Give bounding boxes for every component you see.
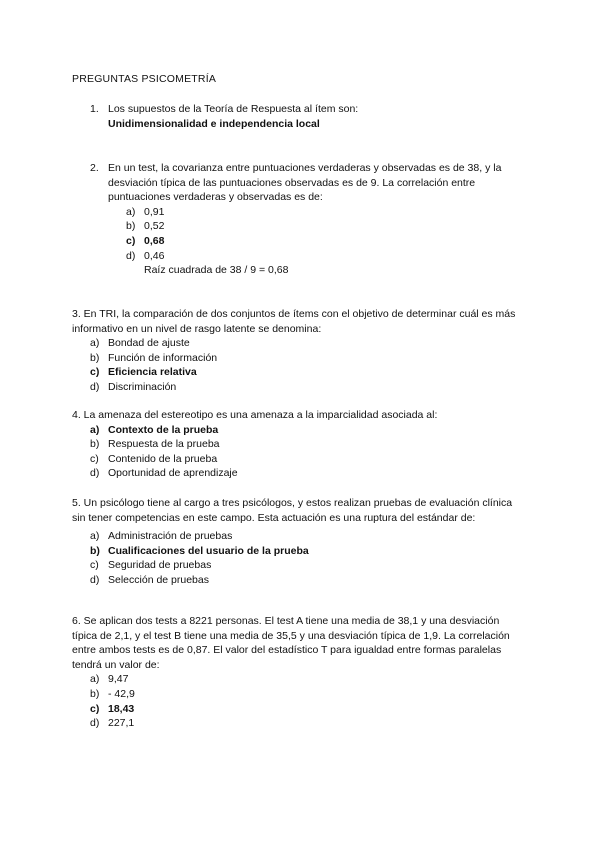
- option-b: b) Función de información: [90, 351, 218, 364]
- options-list: [126, 205, 540, 263]
- option-c: c) Seguridad de pruebas: [90, 559, 212, 572]
- question-number: 1.: [90, 103, 99, 115]
- question-stem: 4. La amenaza del estereotipo es una amenaza a la imparcialidad asociada al:: [72, 409, 438, 421]
- option-b: b) - 42,9: [90, 687, 135, 700]
- option-d: d) 227,1: [90, 717, 135, 730]
- options-list: [90, 529, 532, 587]
- option-c-correct: c) 18,43: [90, 702, 135, 715]
- question-2: [90, 161, 540, 278]
- question-3: [72, 307, 532, 395]
- option-c: c) Contenido de la prueba: [90, 452, 218, 465]
- option-a: a) Administración de pruebas: [90, 530, 233, 543]
- question-6: [72, 614, 532, 731]
- option-d: d) Oportunidad de aprendizaje: [90, 467, 238, 480]
- option-c-correct: c) Eficiencia relativa: [90, 366, 197, 379]
- question-number: 2.: [90, 162, 99, 174]
- option-d: d) Discriminación: [90, 380, 177, 393]
- option-b-correct: b) Cualificaciones del usuario de la prueba: [90, 544, 309, 557]
- option-c-correct: c) 0,68: [126, 234, 165, 247]
- document-title: PREGUNTAS PSICOMETRÍA: [72, 73, 217, 85]
- question-1: [90, 102, 540, 131]
- question-4: [72, 408, 532, 481]
- option-a: a) 9,47: [90, 673, 129, 686]
- question-stem: 5. Un psicólogo tiene al cargo a tres psicólogos, y estos realizan pruebas de evaluación clínica sin tener competencias en este campo. Esta actuación es una ruptura del estándar de:: [72, 497, 513, 524]
- question-answer: Unidimensionalidad e independencia local: [108, 117, 320, 130]
- option-b: b) Respuesta de la prueba: [90, 438, 220, 451]
- options-list: [90, 672, 532, 730]
- question-stem: Los supuestos de la Teoría de Respuesta al ítem son:: [108, 103, 359, 115]
- option-a: a) 0,91: [126, 205, 165, 218]
- question-5: [72, 496, 532, 588]
- option-b: b) 0,52: [126, 220, 165, 233]
- options-list: [90, 423, 532, 481]
- question-stem: 6. Se aplican dos tests a 8221 personas. El test A tiene una media de 38,1 y una desviación típica de 2,1, y el test B tiene una media de 35,5 y una desviación típica de 1,9. La correlación entre ambos tests es de 0,87. El valor del estadístico T para igualdad entre formas paralelas tendrá un valor de:: [72, 615, 510, 671]
- question-stem: 3. En TRI, la comparación de dos conjuntos de ítems con el objetivo de determinar cuál es más informativo en un nivel de rasgo latente se denomina:: [72, 308, 516, 335]
- option-a: a) Bondad de ajuste: [90, 337, 190, 350]
- calculation-note: Raíz cuadrada de 38 / 9 = 0,68: [144, 264, 289, 277]
- option-a-correct: a) Contexto de la prueba: [90, 423, 219, 436]
- option-d: d) Selección de pruebas: [90, 573, 209, 586]
- options-list: [90, 336, 532, 394]
- option-d: d) 0,46: [126, 249, 165, 262]
- question-stem: En un test, la covarianza entre puntuaciones verdaderas y observadas es de 38, y la desviación típica de las puntuaciones observadas es de 9. La correlación entre puntuaciones verdaderas y observadas es de:: [108, 162, 502, 204]
